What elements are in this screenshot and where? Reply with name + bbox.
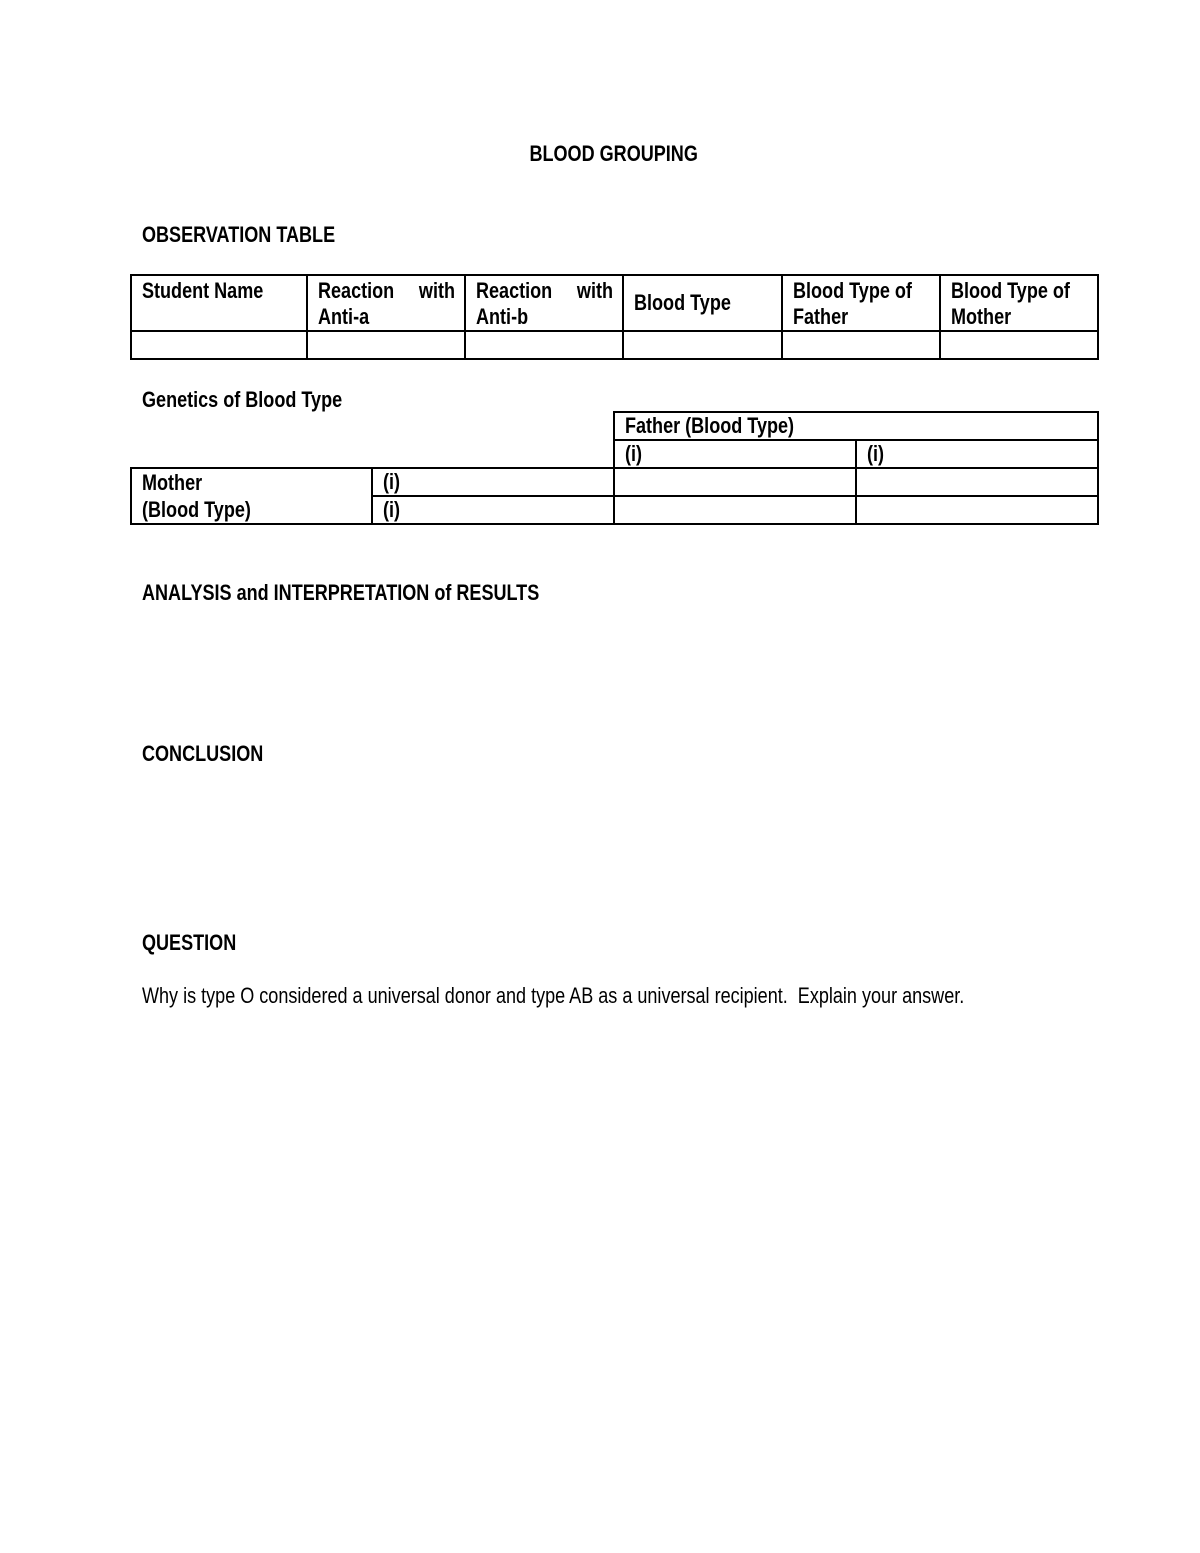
observation-header-row [131, 275, 1098, 331]
offspring-cell-1-1[interactable] [614, 468, 856, 496]
genetics-punnett-table [130, 411, 1099, 525]
entry-reaction-anti-a[interactable] [307, 331, 465, 359]
father-allele-2: (i) [856, 440, 1098, 468]
observation-table [130, 274, 1099, 360]
entry-blood-type-mother[interactable] [940, 331, 1098, 359]
offspring-cell-1-2[interactable] [856, 468, 1098, 496]
header-blood-type-mother: Blood Type of Mother [940, 275, 1098, 331]
entry-student-name[interactable] [131, 331, 307, 359]
header-reaction-anti-b: Reaction with Anti-b [465, 275, 623, 331]
header-reaction-anti-a: Reaction with Anti-a [307, 275, 465, 331]
page-title-text: BLOOD GROUPING [529, 141, 699, 166]
mother-blood-type-label: Mother (Blood Type) [131, 468, 372, 524]
page-title [0, 141, 1200, 167]
genetics-heading: Genetics of Blood Type [142, 387, 343, 412]
header-blood-type-father: Blood Type of Father [782, 275, 940, 331]
offspring-cell-2-1[interactable] [614, 496, 856, 524]
header-blood-type: Blood Type [623, 275, 781, 331]
conclusion-heading: CONCLUSION [142, 741, 264, 766]
question-heading: QUESTION [142, 930, 237, 955]
entry-blood-type-father[interactable] [782, 331, 940, 359]
observation-entry-row [131, 331, 1098, 359]
entry-reaction-anti-b[interactable] [465, 331, 623, 359]
question-text: Why is type O considered a universal donor and type AB as a universal recipient. Explain your answer. [142, 983, 965, 1008]
father-allele-1: (i) [614, 440, 856, 468]
father-blood-type-label: Father (Blood Type) [614, 412, 1098, 440]
genetics-mother-row-1 [131, 468, 1098, 496]
observation-heading: OBSERVATION TABLE [142, 222, 336, 247]
header-student-name: Student Name [131, 275, 307, 331]
genetics-father-allele-row [131, 440, 1098, 468]
mother-allele-1: (i) [372, 468, 614, 496]
entry-blood-type[interactable] [623, 331, 781, 359]
analysis-heading: ANALYSIS and INTERPRETATION of RESULTS [142, 580, 540, 605]
offspring-cell-2-2[interactable] [856, 496, 1098, 524]
mother-allele-2: (i) [372, 496, 614, 524]
genetics-father-label-row [131, 412, 1098, 440]
